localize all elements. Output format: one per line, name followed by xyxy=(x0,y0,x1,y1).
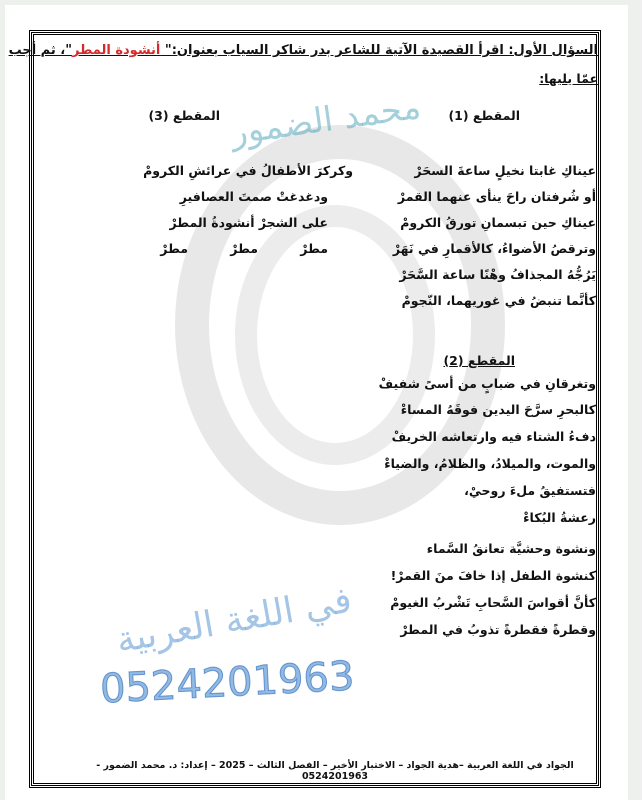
page-footer: الجواد في اللغة العربية –هدية الجواد – الاختبار الأخير – الفصل الثالث – 2025 – إعداد: د. محمد الضمور - 0524201963 xyxy=(96,760,574,782)
question-text: السؤال الأول: اقرأ القصيدة الآتية للشاعر بدر شاكر السياب بعنوان:" xyxy=(160,43,598,58)
poem-line: كأنَّما تنبضُ في غوريهما، النّجومْ xyxy=(401,293,596,308)
poem-line: ودغدغتْ صمتَ العصافيرِ xyxy=(179,189,328,204)
poem-line: وقطرةً فقطرةً تذوبُ في المطرْ xyxy=(400,622,596,637)
poem-line: وكركرَ الأطفالُ في عرائشِ الكرومْ xyxy=(143,163,353,178)
poem-line: عيناكِ غابتا نخيلٍ ساعةَ السحَرْ xyxy=(414,163,596,178)
poem-title: أنشودة المطر xyxy=(72,43,161,58)
document-page xyxy=(5,5,628,800)
rain-word: مطرْ xyxy=(300,241,328,256)
question-suffix: "، ثم أجب xyxy=(8,43,72,58)
question-line2: عمّا يليها: xyxy=(539,71,598,86)
poem-line: يَرُجُّهُ المجذافُ وهْنًا ساعة السَّحَرْ xyxy=(399,267,596,282)
section3-title: المقطع (3) xyxy=(148,108,220,123)
poem-line: رعشةُ البُكاءْ xyxy=(523,510,596,525)
section1-title: المقطع (1) xyxy=(448,108,520,123)
poem-line: عيناكِ حين تبسمانِ تورقُ الكرومْ xyxy=(400,215,596,230)
poem-line: دفءُ الشتاء فيه وارتعاشه الخريفْ xyxy=(391,429,596,444)
rain-word: مطرْ xyxy=(230,241,258,256)
poem-line: على الشجرْ أنشودةُ المطرْ xyxy=(169,215,328,230)
rain-word: مطرْ xyxy=(160,241,188,256)
poem-line: وتغرقانِ في ضبابٍ من أسىً شفيفْ xyxy=(378,376,596,391)
author-watermark: محمد الضمور xyxy=(228,86,424,154)
poem-line: كنشوة الطفل إذا خافَ منَ القمرْ! xyxy=(390,568,596,583)
subject-watermark: في اللغة العربية xyxy=(113,579,355,662)
phone-watermark: 0524201963 xyxy=(98,653,356,713)
poem-line: كأنَّ أقواسَ السَّحابِ تَشْربُ الغيومْ xyxy=(390,595,596,610)
poem-line: فتستفيقُ ملءَ روحيْ، xyxy=(464,483,596,498)
poem-line: ونشوة وحشيَّة تعانقُ السَّماء xyxy=(426,541,596,556)
poem-line: وترقصُ الأضواءُ، كالأقمارِ في نَهَرْ xyxy=(392,241,596,256)
poem-line: كالبحرِ سرَّحَ اليدين فوقَهُ المساءْ xyxy=(400,402,596,417)
question-heading xyxy=(9,43,598,58)
poem-line: أو شُرفتان راحَ ينأى عنهما القمرْ xyxy=(397,189,596,204)
section2-title: المقطع (2) xyxy=(443,353,515,368)
poem-line: والموت، والميلادُ، والظلامُ، والضياءْ xyxy=(384,456,596,471)
